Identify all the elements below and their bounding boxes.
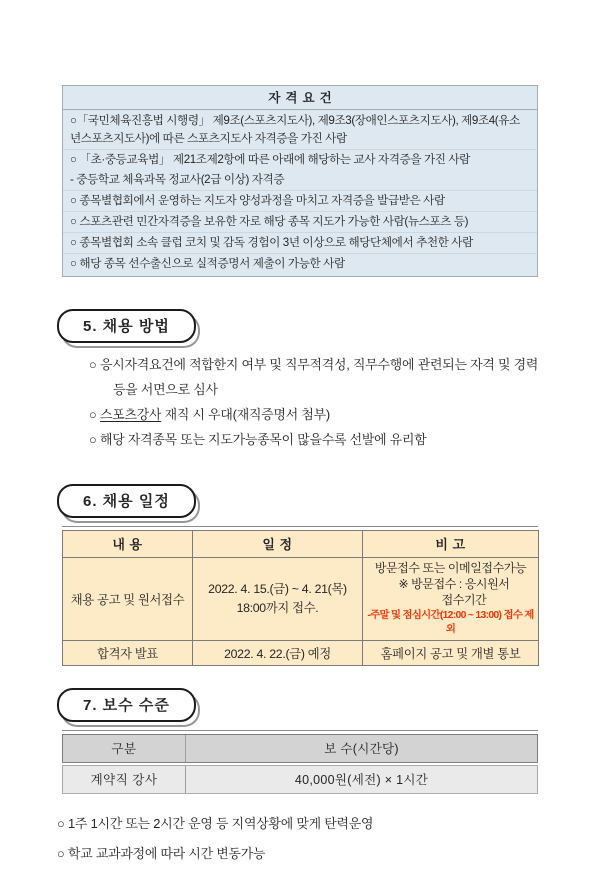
qualification-item: ○ 「초·중등교육법」 제21조제2항에 따른 아래에 해당하는 교사 자격증을 가진 사람 (63, 149, 537, 170)
qualification-item: - 중등학교 체육과목 정교사(2급 이상) 자격증 (70, 172, 285, 186)
column-header-pay: 보 수(시간당) (324, 741, 399, 756)
cell-note (363, 558, 539, 641)
method-bullet-list (71, 352, 543, 453)
section-pay (57, 688, 543, 722)
qualification-item-list (63, 110, 537, 276)
cell-type: 계약직 강사 (63, 766, 186, 793)
qualification-table-title: 자격요건 (63, 86, 537, 110)
table-top-rule (62, 730, 538, 731)
cell-date: 2022. 4. 22.(금) 예정 (193, 640, 363, 665)
column-header-type: 구분 (63, 735, 186, 762)
qualification-item: ○ 종목별협회 소속 클럽 코치 및 감독 경험이 3년 이상으로 해당단체에서 추천한 사람 (63, 232, 537, 253)
footer-bullet-list (57, 809, 543, 870)
qualification-item: ○ 스포츠관련 민간자격증을 보유한 자로 해당 종목 지도가 가능한 사람(뉴스포츠 등) (63, 211, 537, 232)
qualification-item: ○ 종목별협회에서 운영하는 지도자 양성과정을 마치고 자격증을 발급받은 사람 (63, 190, 537, 211)
pay-data-row (62, 765, 538, 794)
schedule-table (62, 530, 539, 666)
cell-note: 홈페이지 공고 및 개별 통보 (363, 640, 539, 665)
pay-table (62, 734, 538, 794)
column-header-note: 비 고 (363, 531, 539, 558)
column-header-content: 내 용 (63, 531, 193, 558)
section-pay-badge: 7. 보수 수준 (57, 688, 196, 722)
schedule-row-announcement (63, 640, 539, 665)
underlined-term: 스포츠강사 (99, 407, 162, 423)
date-line: 18:00까지 접수. (236, 601, 319, 616)
bullet-text: 재직 시 우대(재직증명서 첨부) (161, 407, 330, 423)
footer-bullet: ○ 1주 1시간 또는 2시간 운영 등 지역상황에 맞게 탄력운영 (57, 815, 374, 831)
bullet-marker: ○ (89, 407, 100, 423)
table-top-rule (62, 526, 538, 527)
qualification-item: ○「국민체육진흥법 시행령」 제9조(스포츠지도사), 제9조3(장애인스포츠지도사), 제9조4(유소년스포츠지도사)에 따른 스포츠지도사 자격증을 가진 사람 (70, 114, 520, 145)
cell-pay: 40,000원(세전) × 1시간 (294, 772, 429, 787)
qualification-item: ○ 해당 종목 선수출신으로 실적증명서 제출이 가능한 사람 (63, 253, 537, 274)
footer-bullet: ○ 학교 교과과정에 따라 시간 변동가능 (57, 846, 266, 862)
pay-header-row (62, 734, 538, 763)
schedule-row-application (63, 558, 539, 641)
note-line: 방문접수 또는 이메일접수가능 (374, 561, 527, 576)
schedule-header-row (63, 531, 539, 558)
cell-date (193, 558, 363, 641)
qualification-table (62, 85, 538, 277)
section-schedule-badge: 6. 채용 일정 (57, 484, 196, 518)
note-alert-red: -주말 및 점심시간(12:00 ~ 13:00) 접수 제외 (367, 609, 534, 635)
cell-content: 합격자 발표 (63, 640, 193, 665)
method-bullet: ○ 응시자격요건에 적합한지 여부 및 직무적격성, 직무수행에 관련되는 자격 및 경력 등을 서면으로 심사 (89, 356, 539, 397)
section-method-badge: 5. 채용 방법 (57, 309, 196, 343)
note-line: 접수기간 (441, 593, 487, 608)
date-line: 2022. 4. 15.(금) ~ 4. 21(목) (208, 582, 347, 597)
note-line: ※ 방문접수 : 응시원서 (398, 577, 510, 592)
section-schedule (57, 484, 543, 518)
cell-content: 채용 공고 및 원서접수 (63, 558, 193, 641)
section-method (57, 309, 543, 343)
column-header-date: 일 정 (193, 531, 363, 558)
method-bullet (71, 402, 543, 427)
method-bullet: ○ 해당 자격종목 또는 지도가능종목이 많을수록 선발에 유리함 (89, 432, 427, 448)
